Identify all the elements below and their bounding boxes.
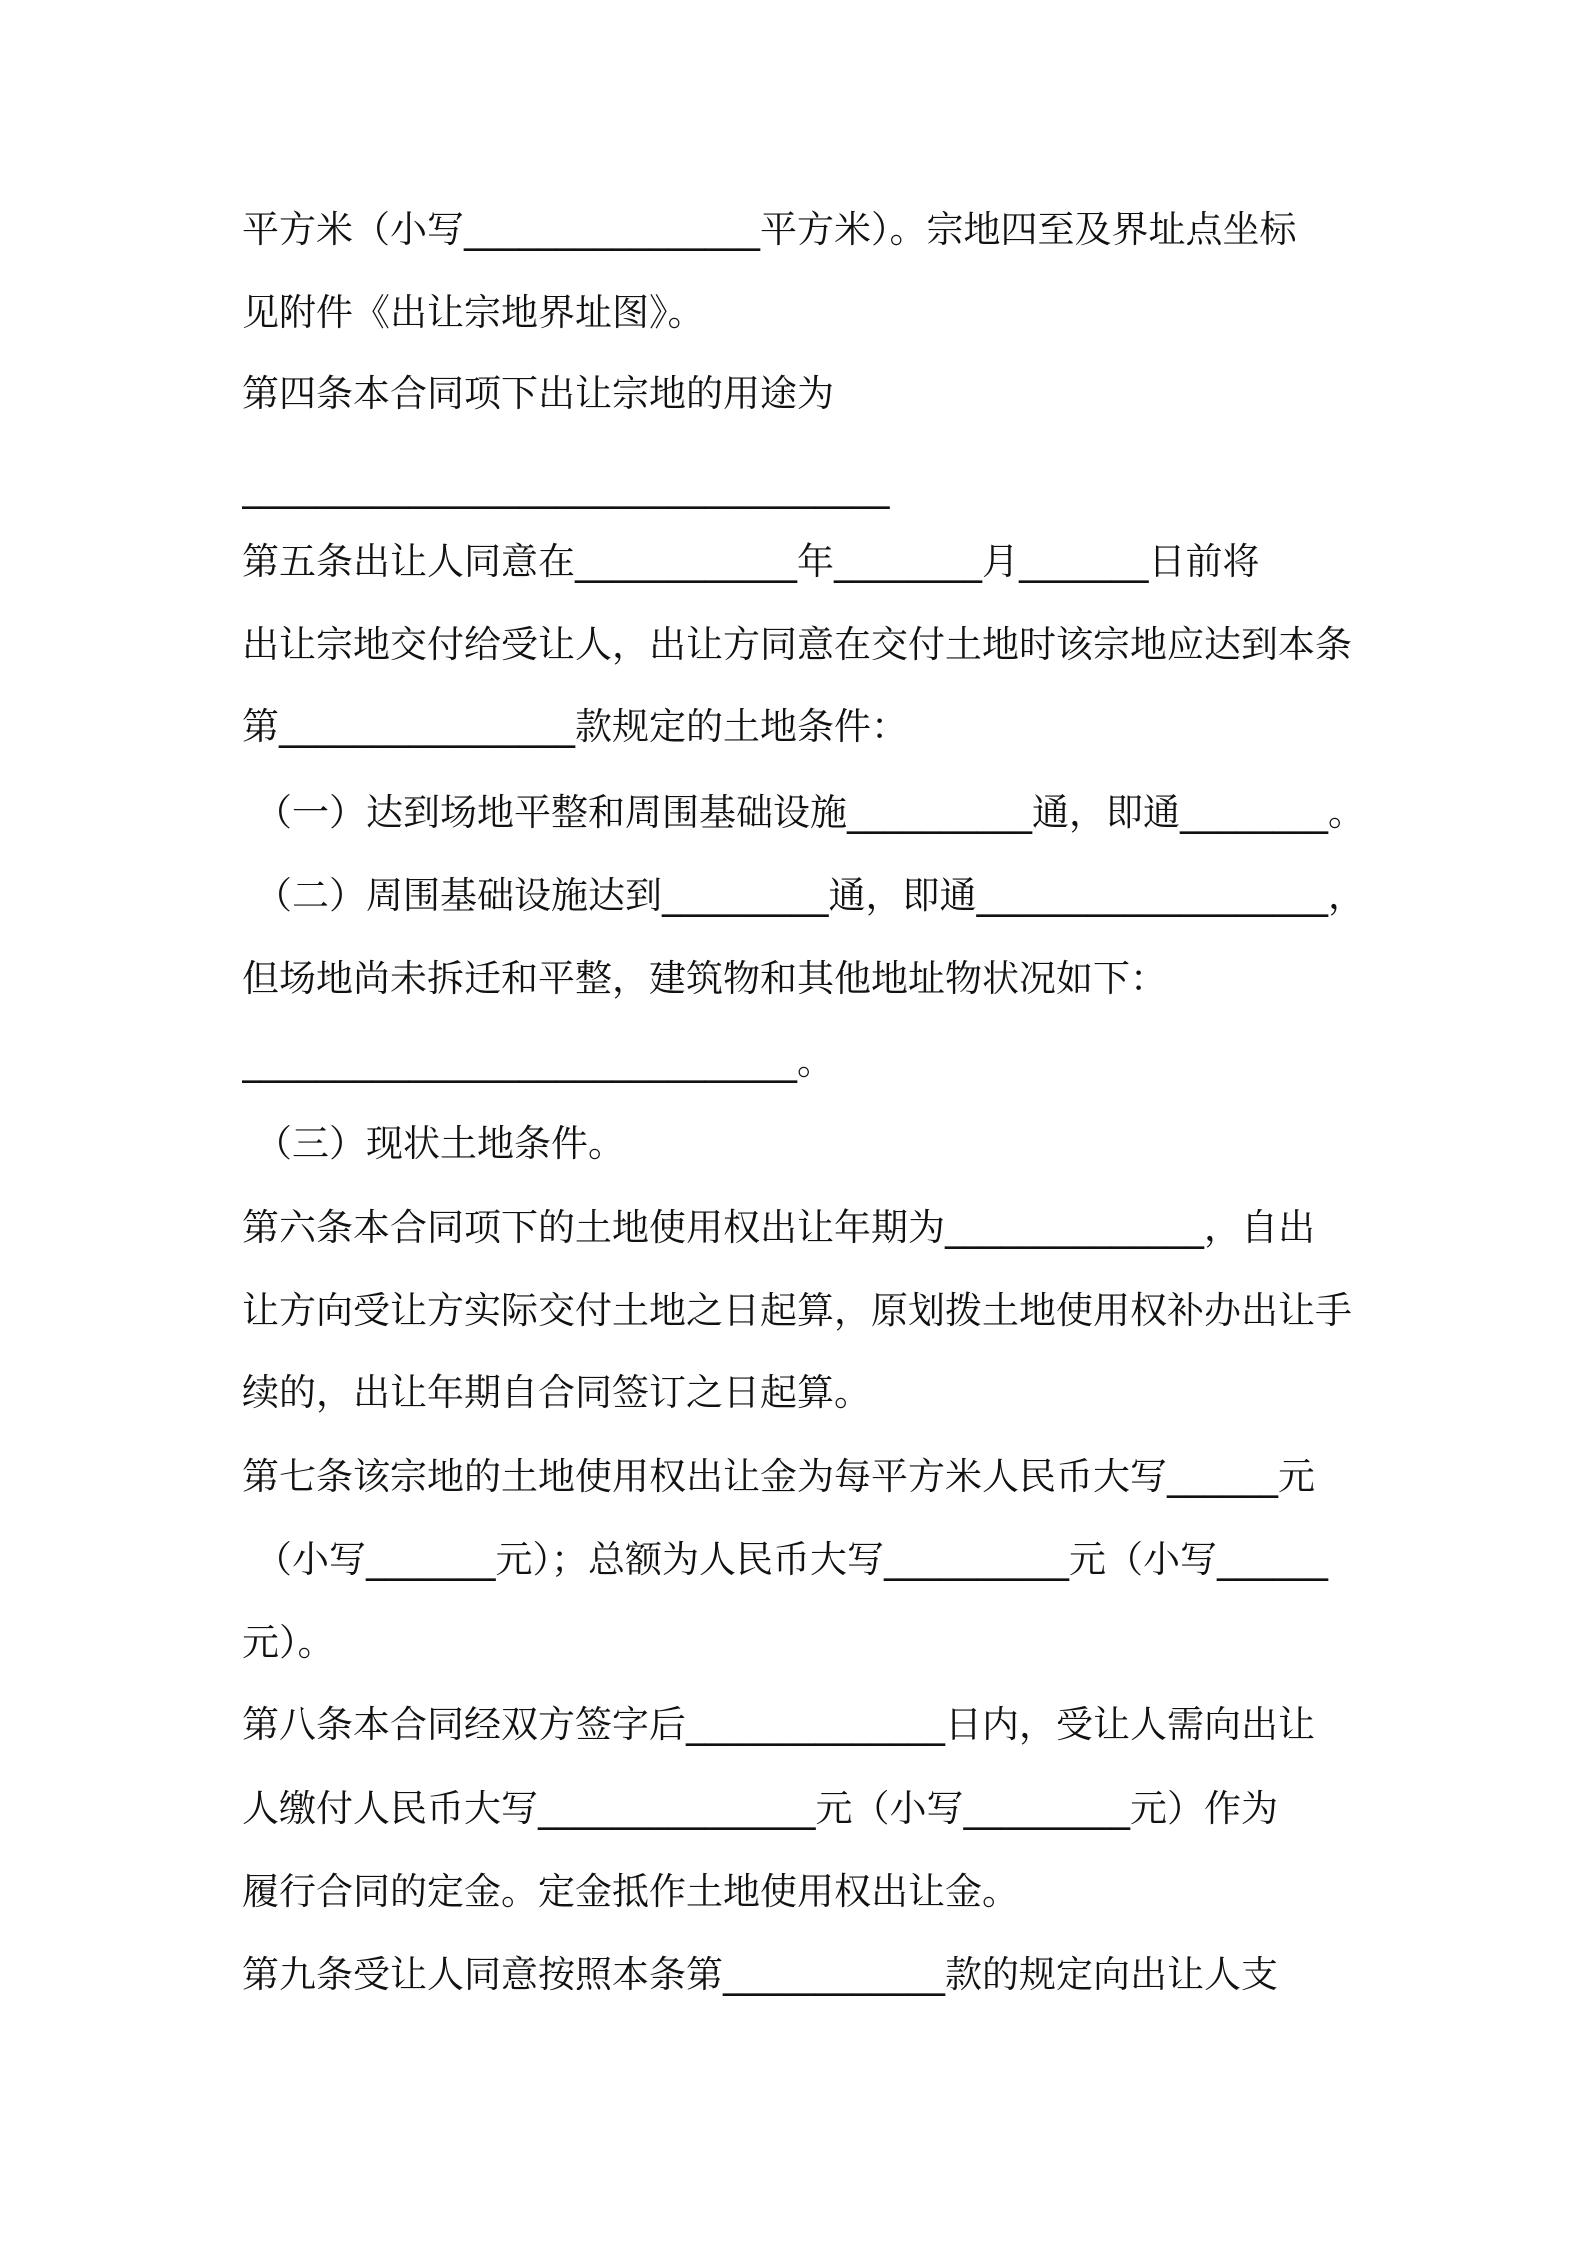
text-line-10: 但场地尚未拆迁和平整，建筑物和其他地址物状况如下： bbox=[242, 957, 1167, 1000]
text-line-2: 见附件《出让宗地界址图》。 bbox=[242, 291, 705, 334]
text-line-14: 让方向受让方实际交付土地之日起算，原划拨土地使用权补办出让手 bbox=[242, 1289, 1352, 1332]
text-line-8: （一）达到场地平整和周围基础设施__________通，即通________。 bbox=[255, 791, 1365, 834]
text-line-3: 第四条本合同项下出让宗地的用途为 bbox=[242, 372, 834, 415]
text-line-18: 元）。 bbox=[242, 1621, 335, 1664]
text-line-12: （三）现状土地条件。 bbox=[255, 1122, 625, 1165]
text-line-16: 第七条该宗地的土地使用权出让金为每平方米人民币大写______元 bbox=[242, 1455, 1315, 1498]
text-line-5: 第五条出让人同意在____________年________月_______日前将 bbox=[242, 540, 1260, 583]
text-line-6: 出让宗地交付给受让人，出让方同意在交付土地时该宗地应达到本条 bbox=[242, 623, 1352, 666]
text-line-21: 履行合同的定金。定金抵作土地使用权出让金。 bbox=[242, 1870, 1019, 1913]
text-line-15: 续的，出让年期自合同签订之日起算。 bbox=[242, 1371, 871, 1414]
text-line-17: （小写_______元）；总额为人民币大写__________元（小写______ bbox=[255, 1538, 1328, 1581]
text-line-1: 平方米（小写________________平方米）。宗地四至及界址点坐标 bbox=[242, 208, 1297, 251]
text-line-9: （二）周围基础设施达到_________通，即通___________________， bbox=[255, 874, 1365, 917]
text-line-4: ___________________________________ bbox=[242, 466, 890, 509]
text-line-7: 第________________款规定的土地条件： bbox=[242, 705, 908, 748]
text-line-13: 第六条本合同项下的土地使用权出让年期为______________，自出 bbox=[242, 1206, 1315, 1249]
text-line-20: 人缴付人民币大写_______________元（小写_________元）作为 bbox=[242, 1787, 1278, 1830]
text-line-11: ______________________________。 bbox=[242, 1040, 834, 1083]
text-line-22: 第九条受让人同意按照本条第____________款的规定向出让人支 bbox=[242, 1953, 1278, 1996]
text-line-19: 第八条本合同经双方签字后______________日内，受让人需向出让 bbox=[242, 1703, 1315, 1746]
